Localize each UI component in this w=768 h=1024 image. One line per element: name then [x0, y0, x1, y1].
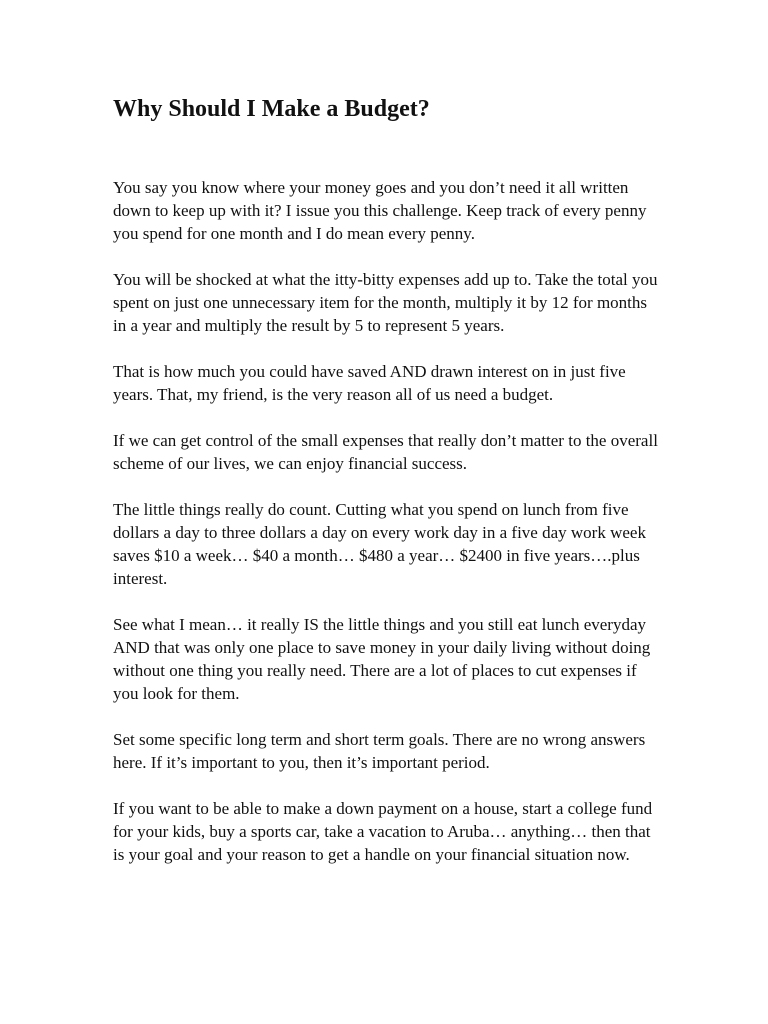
paragraph-4: If we can get control of the small expenses that really don’t matter to the overall scheme of our lives, we can enjoy financial success. — [113, 431, 658, 473]
paragraph-1: You say you know where your money goes and you don’t need it all written down to keep up with it? I issue you this challenge. Keep track of every penny you spend for one month and I do mean every penny. — [113, 178, 647, 243]
document-title: Why Should I Make a Budget? — [113, 96, 430, 122]
paragraph-7: Set some specific long term and short term goals. There are no wrong answers here. If it’s important to you, then it’s important period. — [113, 730, 646, 772]
paragraph-2: You will be shocked at what the itty-bitty expenses add up to. Take the total you spent on just one unnecessary item for the month, multiply it by 12 for months in a year and multiply the result by 5 to represent 5 years. — [113, 270, 658, 335]
paragraph-8: If you want to be able to make a down payment on a house, start a college fund for your kids, buy a sports car, take a vacation to Aruba… anything… then that is your goal and your reason to get a handle on your financial situation now. — [113, 799, 653, 864]
document-body — [113, 94, 658, 889]
paragraph-3: That is how much you could have saved AND drawn interest on in just five years. That, my friend, is the very reason all of us need a budget. — [113, 362, 626, 404]
paragraph-5: The little things really do count. Cutting what you spend on lunch from five dollars a day to three dollars a day on every work day in a five day work week saves $10 a week… $40 a month… $480 a year… $2400 in five years….plus interest. — [113, 500, 646, 588]
paragraph-6: See what I mean… it really IS the little things and you still eat lunch everyday AND that was only one place to save money in your daily living without doing without one thing you really need. There are a lot of places to cut expenses if you look for them. — [113, 615, 651, 703]
